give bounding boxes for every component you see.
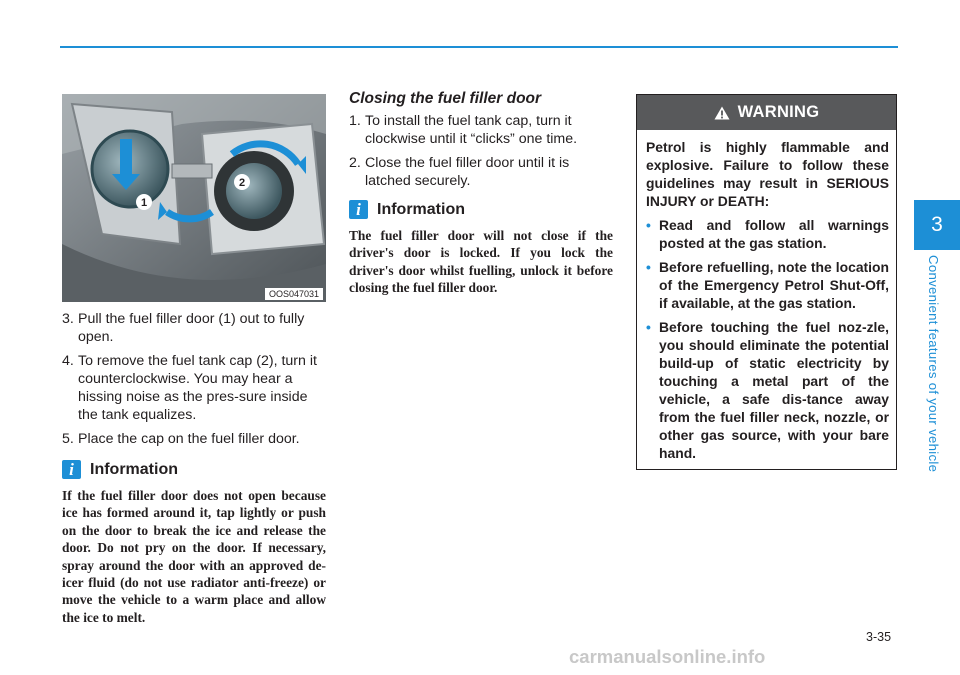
- step-number: 2.: [349, 155, 361, 171]
- top-rule: [60, 46, 898, 48]
- warning-item: [646, 258, 889, 312]
- step-text: To remove the fuel tank cap (2), turn it counterclockwise. You may hear a hissing noise as the pres-sure inside the tank equalizes.: [78, 353, 317, 423]
- callout-2: 2: [238, 177, 246, 189]
- middle-column: [349, 90, 613, 297]
- section-tab-number: 3: [914, 200, 960, 250]
- info-heading: [62, 460, 326, 479]
- step-text: Place the cap on the fuel filler door.: [78, 431, 300, 447]
- info-title: Information: [377, 200, 465, 218]
- info-text: The fuel filler door will not close if the driver's door is locked. If you lock the driver's door whilst fuelling, unlock it before closing the fuel filler door.: [349, 228, 613, 296]
- info-heading: [349, 200, 613, 219]
- step-text: Pull the fuel filler door (1) out to fully open.: [78, 311, 305, 345]
- step-item: [62, 430, 326, 448]
- steps-list: [62, 310, 326, 448]
- warning-title: WARNING: [737, 103, 820, 121]
- warning-list: [646, 216, 889, 462]
- warning-item-text: Read and follow all warnings posted at the gas station.: [659, 217, 889, 251]
- warning-item: [646, 318, 889, 462]
- warning-body: [637, 130, 896, 462]
- step-item: [62, 310, 326, 346]
- bullet-icon: •: [646, 259, 651, 275]
- info-icon: i: [62, 460, 81, 479]
- warning-triangle-icon: [714, 106, 730, 120]
- info-icon: i: [349, 200, 368, 219]
- bullet-icon: •: [646, 319, 651, 335]
- warning-item-text: Before refuelling, note the location of the Emergency Petrol Shut-Off, if available, at the gas station.: [659, 259, 889, 311]
- warning-intro: Petrol is highly flammable and explosive. Failure to follow these guidelines may result in SERIOUS INJURY or DEATH:: [646, 139, 889, 209]
- warning-box: [636, 94, 897, 470]
- left-column: [62, 94, 326, 626]
- watermark: carmanualsonline.info: [569, 646, 766, 667]
- warning-item: [646, 216, 889, 252]
- info-text: If the fuel filler door does not open because ice has formed around it, tap lightly or push on the door to break the ice and release the door. Do not pry on the door. If necessary, spray around the door with an approved de-icer fluid (do not use radiator anti-freeze) or move the vehicle to a warm place and allow the ice to melt.: [62, 488, 326, 625]
- step-text: Close the fuel filler door until it is latched securely.: [365, 155, 570, 189]
- step-item: [349, 112, 613, 148]
- figure-code: OOS047031: [265, 288, 323, 300]
- section-tab-title: Convenient features of your vehicle: [926, 255, 941, 473]
- step-number: 4.: [62, 353, 74, 369]
- step-number: 5.: [62, 431, 74, 447]
- callout-1: 1: [140, 197, 148, 209]
- fuel-door-illustration: [62, 94, 326, 302]
- step-item: [62, 352, 326, 424]
- info-title: Information: [90, 460, 178, 478]
- step-number: 1.: [349, 113, 361, 129]
- step-text: To install the fuel tank cap, turn it clockwise until it “clicks” one time.: [365, 113, 578, 147]
- bullet-icon: •: [646, 217, 651, 233]
- warning-item-text: Before touching the fuel noz-zle, you should eliminate the potential build-up of static electricity by touching a metal part of the vehicle, a safe dis-tance away from the fuel filler neck, nozzle, or other gas source, with your bare hand.: [659, 319, 889, 461]
- fuel-door-photo: [62, 94, 326, 302]
- step-item: [349, 154, 613, 190]
- closing-steps-list: [349, 112, 613, 190]
- page-number: 3-35: [866, 630, 892, 644]
- closing-heading: Closing the fuel filler door: [349, 90, 542, 107]
- warning-header: [637, 95, 896, 130]
- step-number: 3.: [62, 311, 74, 327]
